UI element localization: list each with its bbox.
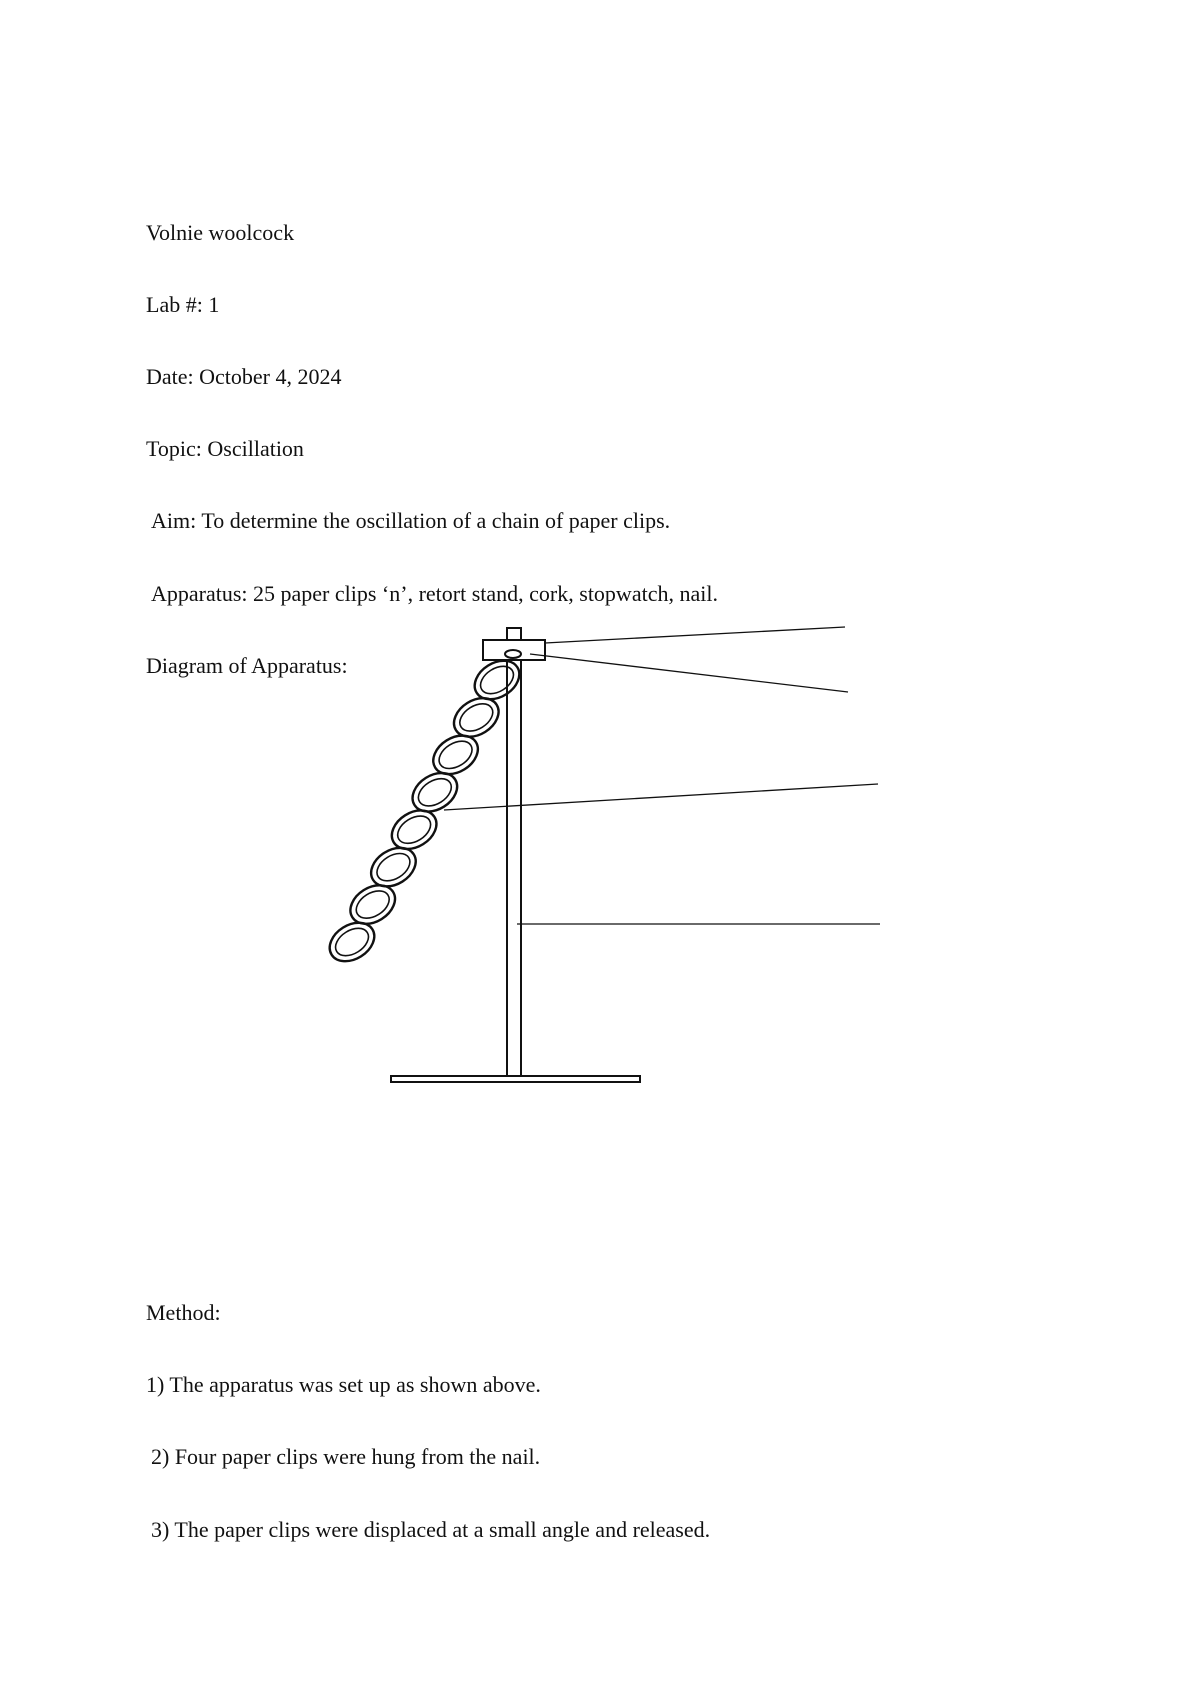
lab-number: Lab #: 1 xyxy=(146,292,220,317)
label-leader-lines xyxy=(444,627,880,924)
leader-line-nail xyxy=(530,654,848,692)
aim-text: Aim: To determine the oscillation of a chain of paper clips. xyxy=(151,508,671,533)
paper-clip-chain xyxy=(323,653,527,969)
method-heading: Method: xyxy=(146,1300,221,1325)
method-step: 3) The paper clips were displaced at a small angle and released. xyxy=(151,1517,711,1542)
student-name: Volnie woolcock xyxy=(146,220,295,245)
method-step: 2) Four paper clips were hung from the nail. xyxy=(151,1444,541,1469)
lab-topic: Topic: Oscillation xyxy=(146,436,304,461)
lab-date: Date: October 4, 2024 xyxy=(146,364,342,389)
stand-rod xyxy=(507,628,521,1076)
apparatus-text: Apparatus: 25 paper clips ‘n’, retort stand, cork, stopwatch, nail. xyxy=(151,581,718,606)
leader-line-rod xyxy=(545,627,845,643)
method-step: 1) The apparatus was set up as shown above. xyxy=(146,1372,541,1397)
diagram-heading: Diagram of Apparatus: xyxy=(146,653,348,678)
leader-line-clips xyxy=(444,784,878,810)
